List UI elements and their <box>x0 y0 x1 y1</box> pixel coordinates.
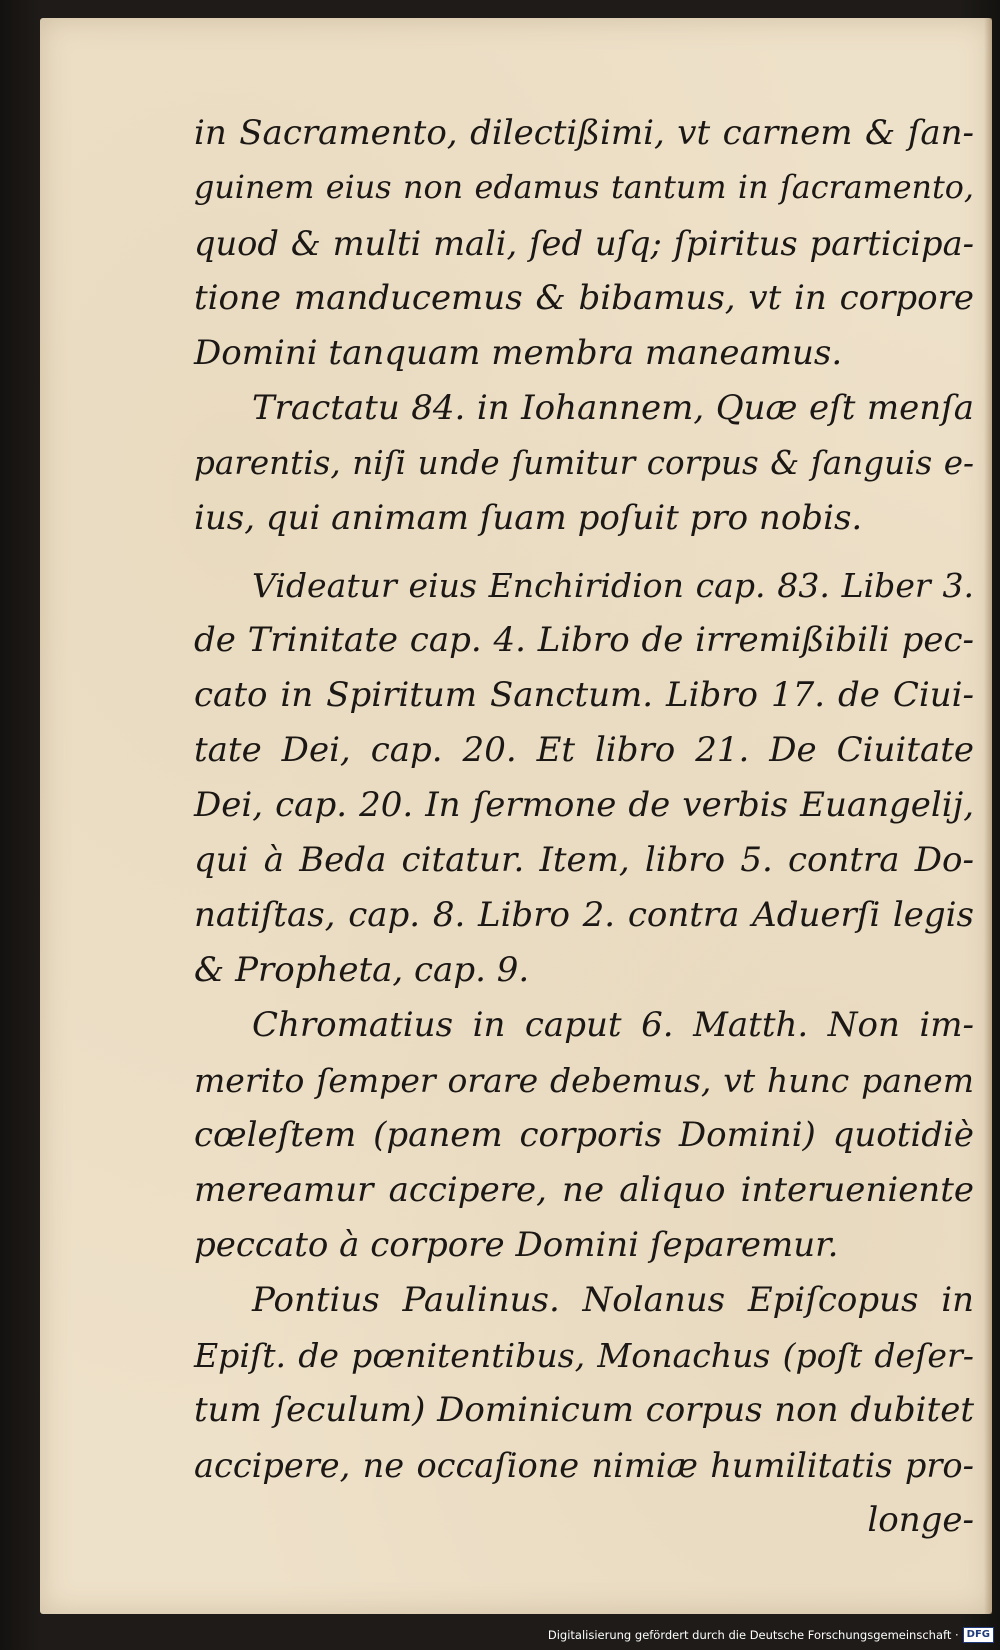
text-line: accipere, ne occaſione nimiæ humilitatis pro- <box>194 1446 974 1485</box>
text-line: Chromatius in caput 6. Matth. Non im- <box>252 1005 974 1045</box>
text-line: Tractatu 84. in Iohannem, Quæ eſt menſa <box>252 388 974 428</box>
text-line: tum ſeculum) Dominicum corpus non dubitet <box>194 1390 974 1430</box>
text-line: & Propheta, cap. 9. <box>194 950 530 990</box>
book-page <box>40 18 992 1614</box>
text-line: qui à Beda citatur. Item, libro 5. contra Do- <box>194 840 974 880</box>
dfg-logo: DFG <box>963 1627 994 1643</box>
text-line: de Trinitate cap. 4. Libro de irremißibili pec- <box>194 620 974 660</box>
funding-text: Digitalisierung gefördert durch die Deutsche Forschungsgemeinschaft · <box>547 1628 959 1642</box>
text-line: Videatur eius Enchiridion cap. 83. Liber 3. <box>252 566 974 605</box>
text-line: parentis, niſi unde ſumitur corpus & ſanguis e- <box>194 444 974 482</box>
text-line: Pontius Paulinus. Nolanus Epiſcopus in <box>252 1280 974 1320</box>
text-line: peccato à corpore Domini ſeparemur. <box>194 1225 839 1265</box>
text-line: guinem eius non edamus tantum in ſacramento, <box>194 170 974 206</box>
text-line: tione manducemus & bibamus, vt in corpore <box>194 278 974 318</box>
text-line: natiſtas, cap. 8. Libro 2. contra Aduerſi legis <box>194 895 974 935</box>
text-line: in Sacramento, dilectißimi, vt carnem & ſan- <box>194 113 974 153</box>
paragraph-gap <box>194 546 974 558</box>
page-edge-shadow <box>984 18 992 1614</box>
text-line: Domini tanquam membra maneamus. <box>194 333 843 373</box>
text-line: quod & multi mali, ſed uſq; ſpiritus participa- <box>194 224 974 263</box>
text-line: Epiſt. de pœnitentibus, Monachus (poſt deſer- <box>194 1336 974 1375</box>
text-line: merito ſemper orare debemus, vt hunc panem <box>194 1061 974 1100</box>
text-line: ius, qui animam ſuam poſuit pro nobis. <box>194 498 863 538</box>
page-text <box>194 106 974 1548</box>
text-line: Dei, cap. 20. In ſermone de verbis Euangelij, <box>194 785 974 825</box>
catchword: longe- <box>867 1500 974 1540</box>
text-line: tate Dei, cap. 20. Et libro 21. De Ciuitate <box>194 730 974 770</box>
text-line: cato in Spiritum Sanctum. Libro 17. de Ciui- <box>194 675 974 715</box>
text-line: mereamur accipere, ne aliquo interueniente <box>194 1170 974 1210</box>
funding-footer <box>548 1622 994 1648</box>
text-line: cœleſtem (panem corporis Domini) quotidiè <box>194 1115 974 1155</box>
